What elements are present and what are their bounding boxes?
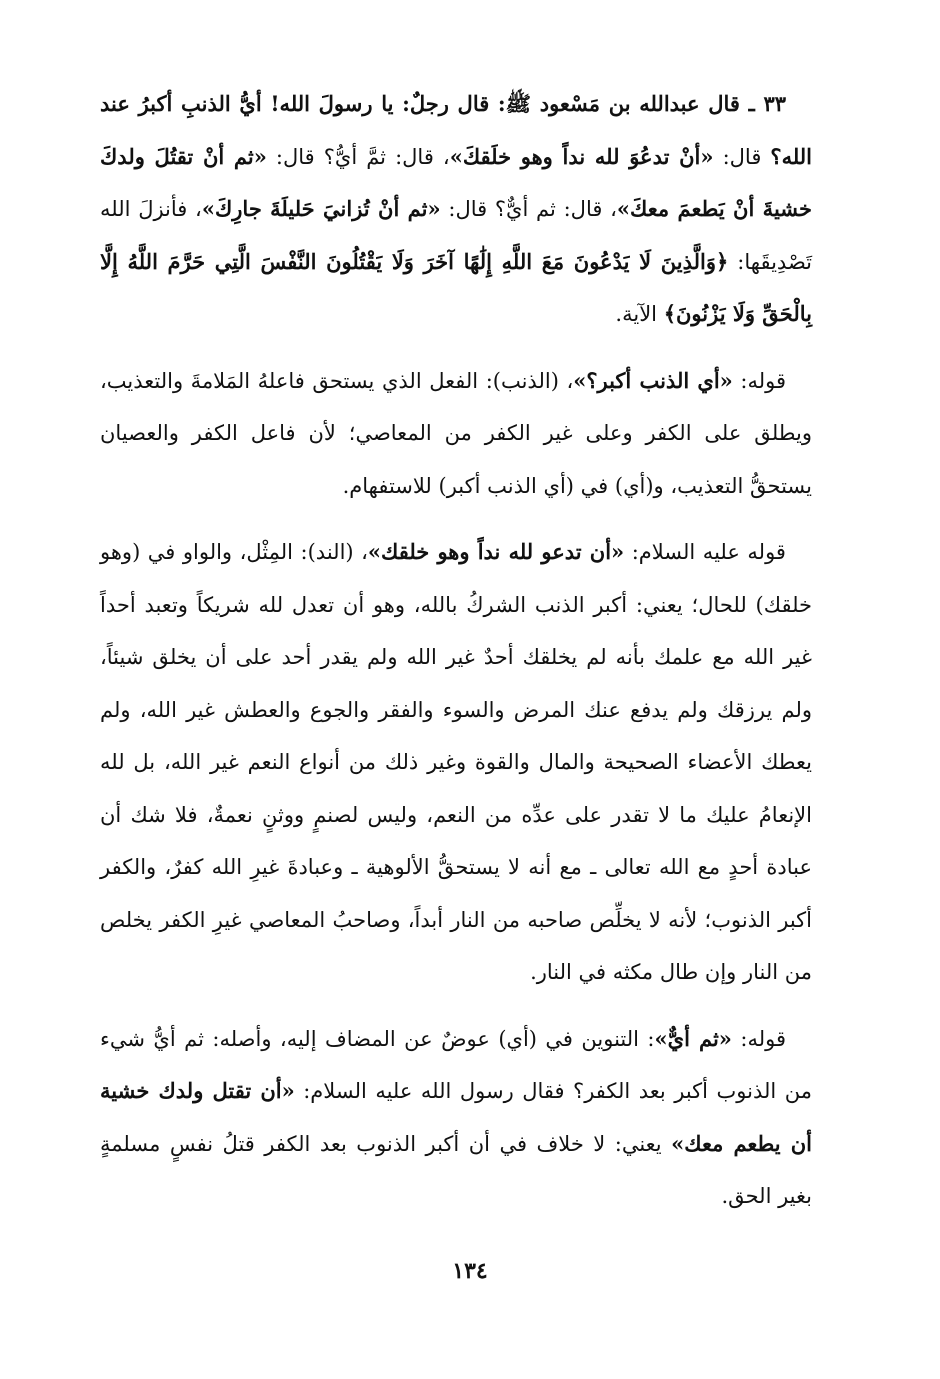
ayah-end: الآية. <box>615 302 664 326</box>
commentary-lead: قوله: <box>731 1026 786 1051</box>
commentary-quote: «ثم أيٌّ» <box>654 1025 732 1051</box>
hadith-question-1: قال: <box>713 144 771 169</box>
commentary-quote: «أن تدعو لله نداً وهو خلقك» <box>367 539 625 564</box>
commentary-lead: قوله عليه السلام: <box>624 540 786 564</box>
commentary-paragraph-2 <box>100 526 812 999</box>
commentary-text: ، (الذنب): الفعل الذي يستحق فاعلهُ المَلامةَ والتعذيب، ويطلق على الكفر وعلى غير الكفر من المعاصي؛ لأن فاعل الكفر والعصيان يستحقُّ التعذيب، و(أي) في (أي الذنب أكبر) للاستفهام. <box>100 368 812 498</box>
hadith-paragraph <box>100 78 812 341</box>
commentary-quote: «أي الذنب أكبر؟» <box>573 367 733 393</box>
commentary-quote-2: «أن تقتل ولدك خشية أن يطعم معك» <box>100 1078 813 1156</box>
hadith-answer-3: «ثم أنْ تُزانيَ حَليلَةَ جارِكَ» <box>201 196 441 221</box>
hadith-answer-1: «أنْ تدعُوَ لله نداً وهو خلَقكَ» <box>449 143 714 169</box>
commentary-text-2: يعني: لا خلاف في أن أكبر الذنوب بعد الكفر قتلُ نفسٍ مسلمةٍ بغير الحق. <box>100 1131 812 1208</box>
hadith-intro: ٣٣ ـ قال عبدالله بن مَسْعود ﷺ: قال رجلٌ: يا رسولَ الله! أيُّ الذنبِ أكبرُ عند الله؟ <box>100 91 813 169</box>
commentary-paragraph-1 <box>100 355 812 513</box>
quran-verse: ﴿وَالَّذِينَ لَا يَدْعُونَ مَعَ اللَّهِ إِلَٰهًا آخَرَ وَلَا يَقْتُلُونَ النَّفْسَ الَّتِي حَرَّمَ اللَّهُ إِلَّا بِالْحَقِّ وَلَا يَزْنُونَ﴾ <box>100 248 812 326</box>
commentary-paragraph-3 <box>100 1013 812 1223</box>
hadith-question-2: ، قال: ثمَّ أيُّ؟ قال: <box>266 144 450 169</box>
page-body <box>100 78 812 1223</box>
commentary-text: : التنوين في (أي) عوضٌ عن المضاف إليه، وأصله: ثم أيُّ شيء من الذنوب أكبر بعد الكفر؟ فقال رسول الله عليه السلام: <box>100 1026 812 1103</box>
hadith-answer-2: «ثم أنْ تقتُلَ ولدكَ خشيةَ أنْ يَطعمَ معكَ» <box>100 143 812 221</box>
commentary-lead: قوله: <box>732 368 786 393</box>
hadith-question-3: ، قال: ثم أيٌّ؟ قال: <box>440 197 617 221</box>
hadith-revelation: ، فأنزلَ الله تَصْدِيقَها: <box>100 197 812 274</box>
page-number: ١٣٤ <box>452 1258 488 1284</box>
commentary-text: ، (الند): المِثْل، والواو في (وهو خلقك) للحال؛ يعني: أكبر الذنب الشركُ بالله، وهو أن تعدل لله شريكاً وتعبد أحداً غير الله مع علمك بأنه لم يخلقك أحدٌ غير الله ولم يقدر أحد على أن يخلق شيئاً، ولم يرزقك ولم يدفع عنك المرض والسوء والفقر والجوع والعطش غير الله، ولم يعطك الأعضاء الصحيحة والمال والقوة وغير ذلك من أنواع النعم غير الله، بل لله الإنعامُ عليك ما لا تقدر على عدِّه من النعم، وليس لصنمٍ ووثنٍ نعمةٌ، فلا شك أن عبادة أحدٍ مع الله تعالى ـ مع أنه لا يستحقُّ الألوهية ـ وعبادةَ غيرِ الله كفرٌ، والكفر أكبر الذنوب؛ لأنه لا يخلِّص صاحبه من النار أبداً، وصاحبُ المعاصي غيرِ الكفر يخلص من النار وإن طال مكثه في النار. <box>100 540 812 984</box>
